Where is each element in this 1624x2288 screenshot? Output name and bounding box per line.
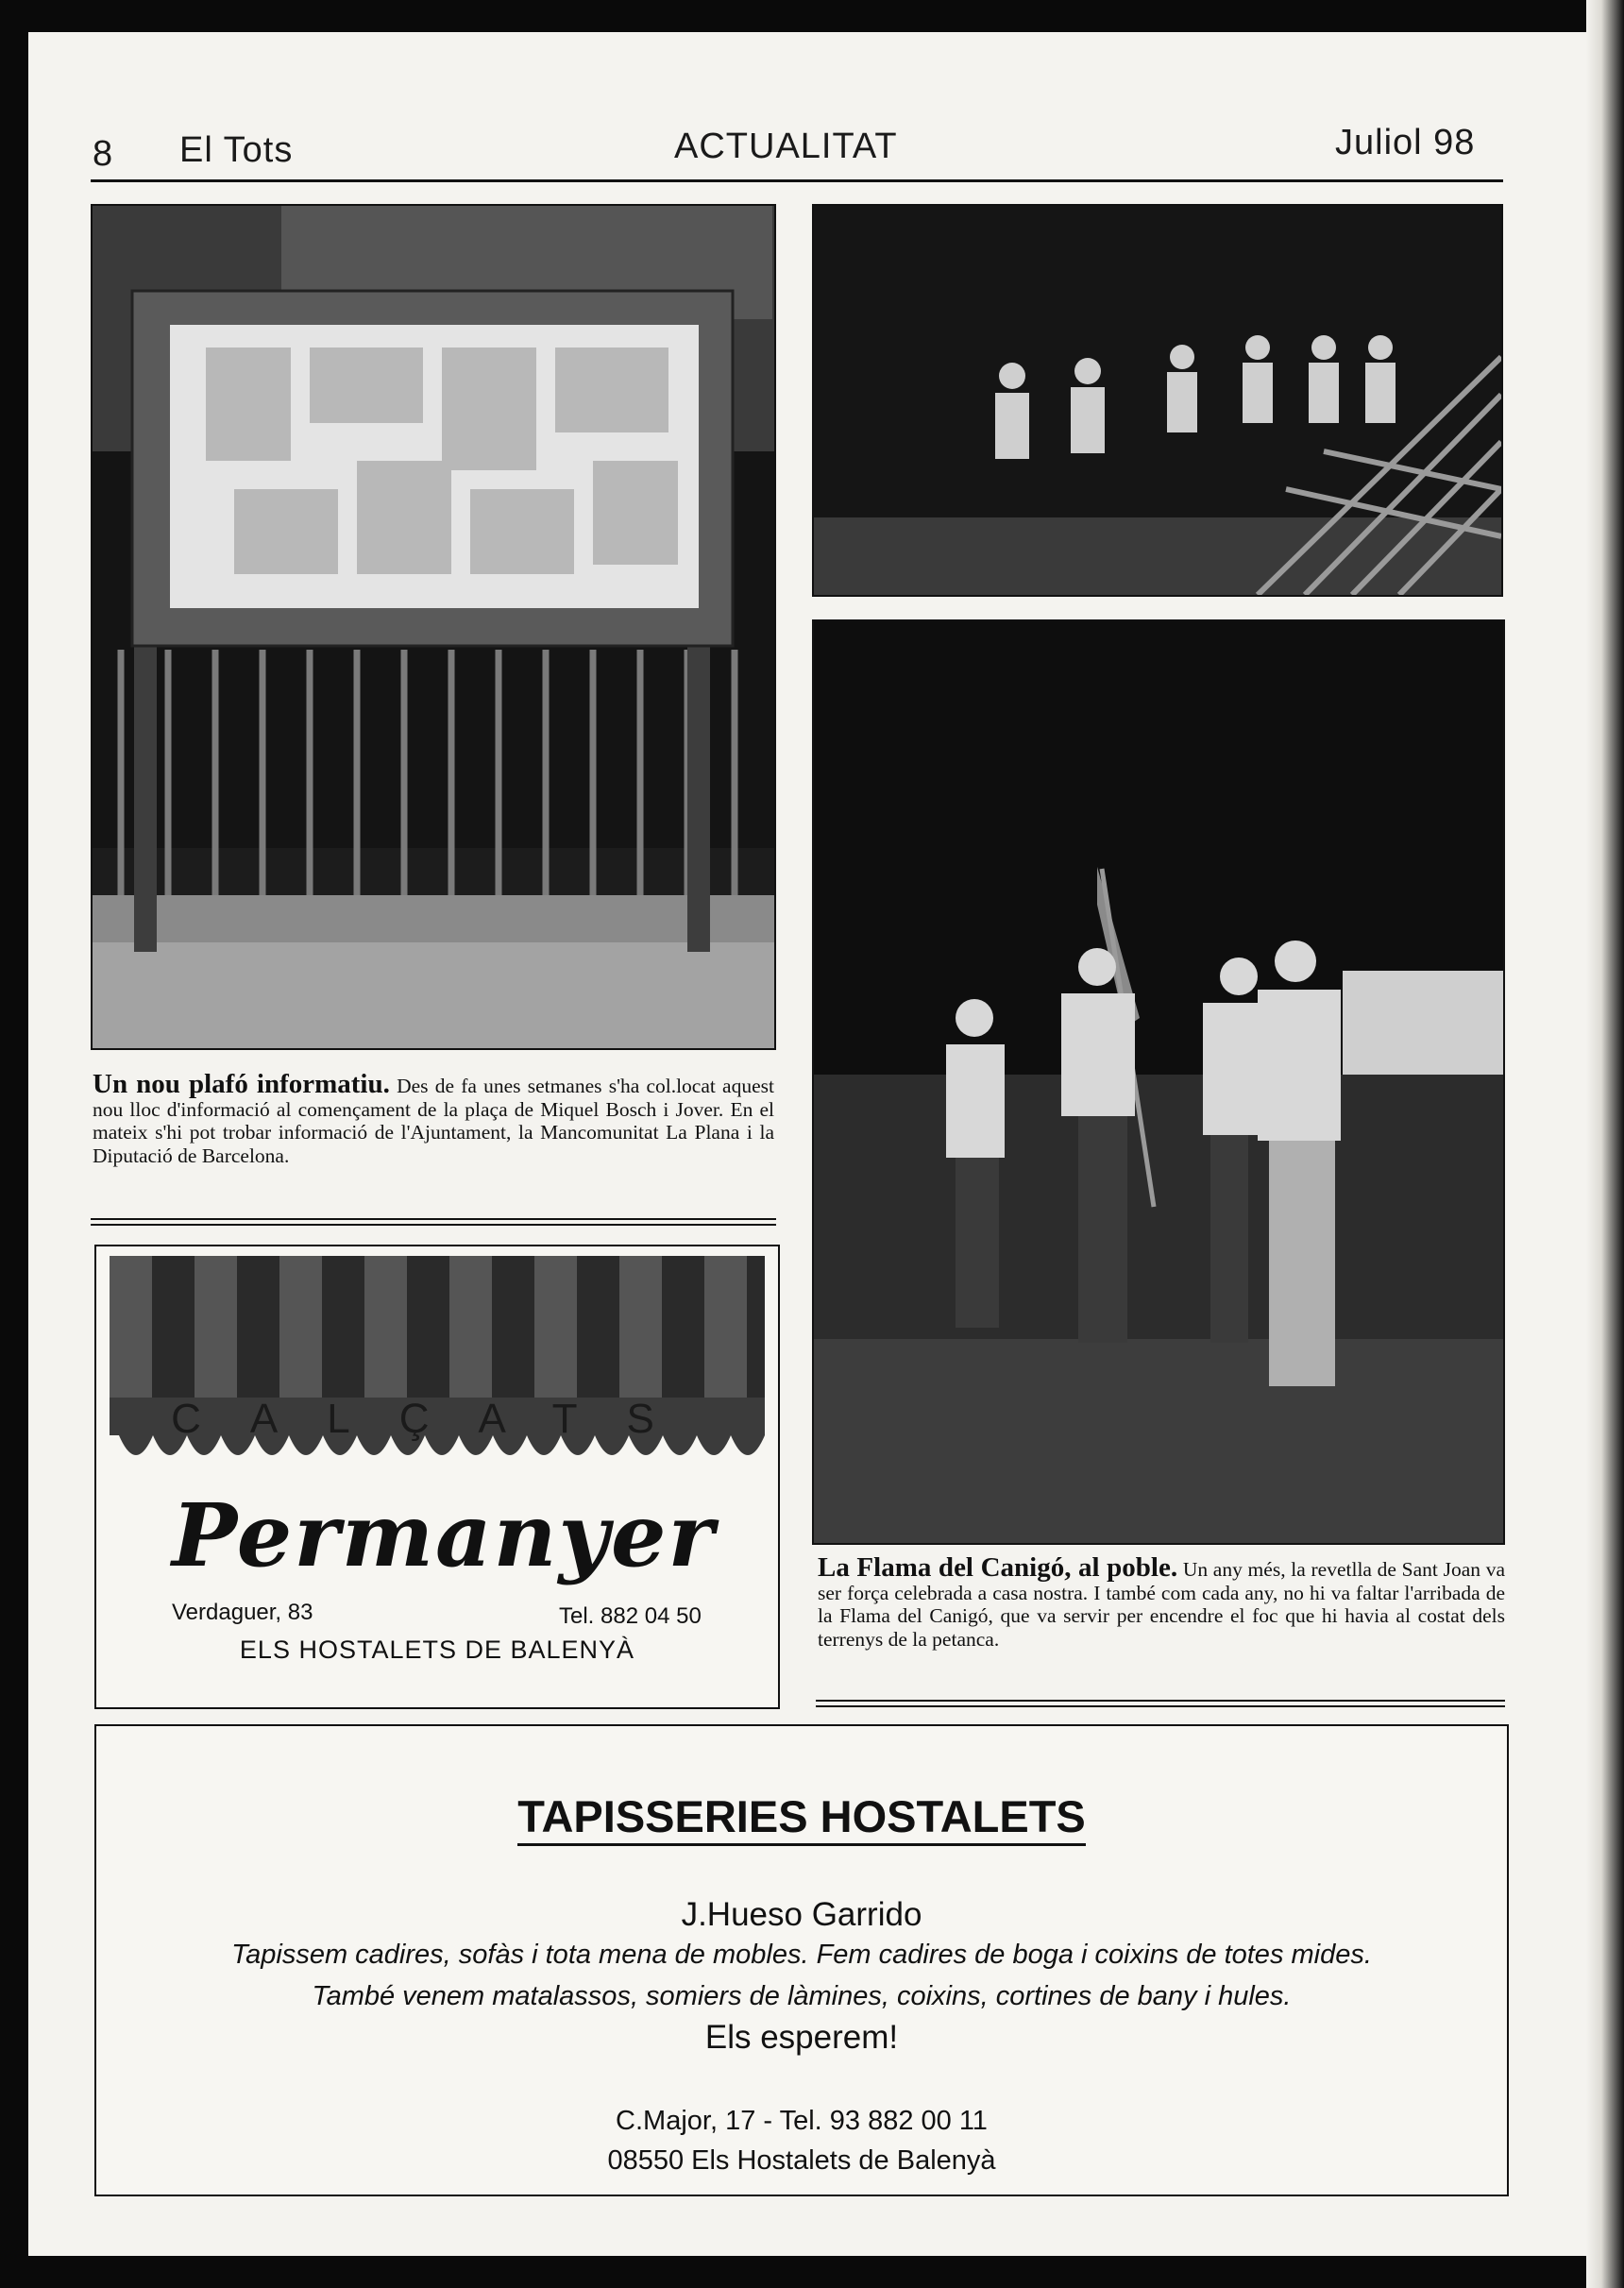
ad-tapisseries-hostalets — [94, 1724, 1509, 2196]
shop-town: ELS HOSTALETS DE BALENYÀ — [239, 1635, 635, 1664]
caption-2-headline: La Flama del Canigó, al poble. — [818, 1552, 1178, 1583]
tapisseries-title: TAPISSERIES HOSTALETS — [517, 1791, 1086, 1846]
page-number: 8 — [93, 134, 114, 174]
tapisseries-greeting: Els esperem! — [704, 2019, 899, 2056]
caption-2-body: Un any més, la revetlla de Sant Joan va ser força celebrada a casa nostra. I també com cada any, no hi va faltar l'arribada de la Flama del Canigó, que va servir per encendre el foc que hi havia al costat dels terrenys de la petanca. — [818, 1558, 1505, 1651]
caption-flama-canigo — [818, 1552, 1505, 1651]
shop-name-logo: Permanyer — [172, 1484, 717, 1586]
ad-calcats-permanyer — [94, 1245, 780, 1709]
photo-flama-canigo — [812, 619, 1505, 1545]
caption-1-rule-top — [91, 1218, 776, 1220]
caption-2-rule-top — [816, 1700, 1505, 1702]
shop-phone: Tel. 882 04 50 — [559, 1603, 702, 1629]
photo-notice-board — [91, 204, 776, 1050]
issue-date: Juliol 98 — [1335, 123, 1476, 162]
caption-1-body: Des de fa unes setmanes s'ha col.locat aquest nou lloc d'informació al començament de la plaça de Miquel Bosch i Jover. En el mateix s'hi pot trobar informació de l'Ajuntament, la Mancomunitat La Plana i la Diputació de Barcelona. — [93, 1075, 774, 1167]
notice-board-image — [93, 206, 774, 1048]
tapisseries-title-wrap — [96, 1790, 1507, 1842]
tapisseries-town: 08550 Els Hostalets de Balenyà — [607, 2145, 996, 2176]
shop-address: Verdaguer, 83 — [172, 1600, 313, 1625]
bonfire-crowd-image — [814, 206, 1501, 595]
tapisseries-owner: J.Hueso Garrido — [681, 1896, 922, 1933]
caption-1-rule-bottom — [91, 1224, 776, 1226]
publication-name: El Tots — [179, 130, 294, 170]
awning-label: CALÇATS — [171, 1396, 703, 1442]
tapisseries-address: C.Major, 17 - Tel. 93 882 00 11 — [616, 2106, 988, 2136]
page-spine — [1586, 0, 1624, 2288]
caption-notice-board — [93, 1069, 774, 1167]
tapisseries-services-line-1: Tapissem cadires, sofàs i tota mena de mobles. Fem cadires de boga i coixins de totes mides. — [231, 1940, 1372, 1970]
flama-canigo-image — [814, 621, 1503, 1543]
caption-1-headline: Un nou plafó informatiu. — [93, 1069, 390, 1099]
photo-bonfire-crowd — [812, 204, 1503, 597]
section-title: ACTUALITAT — [674, 127, 898, 166]
caption-2-rule-bottom — [816, 1705, 1505, 1707]
header-rule — [91, 179, 1503, 182]
tapisseries-services-line-2: També venem matalassos, somiers de làmines, coixins, cortines de bany i hules. — [312, 1981, 1292, 2011]
